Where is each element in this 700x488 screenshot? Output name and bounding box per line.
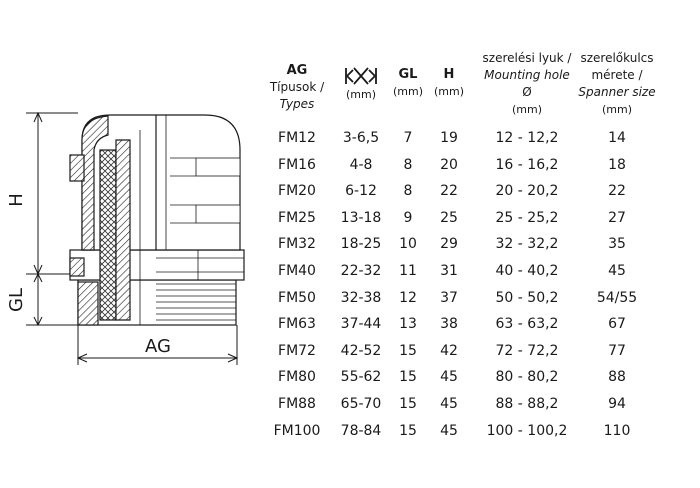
label-h: H	[6, 193, 27, 207]
table-row	[0, 152, 700, 178]
cell-hole: 40 - 40,2	[495, 263, 559, 279]
cell-spanner: 110	[603, 422, 631, 439]
cell-hole: 32 - 32,2	[495, 236, 559, 253]
cell-range: 32-38	[340, 289, 382, 306]
header-hole-line3: Ø	[522, 85, 532, 99]
cell-range: 18-25	[340, 236, 382, 253]
cell-h: 25	[440, 209, 458, 226]
header-ag-title: AG	[286, 63, 308, 78]
table-row	[0, 285, 700, 311]
cell-gl: 9	[403, 209, 413, 226]
cell-range: 42-52	[340, 342, 382, 359]
cell-spanner: 88	[608, 369, 626, 386]
label-ag: AG	[145, 336, 171, 357]
header-ag-line1: Típusok /	[269, 80, 325, 94]
cell-hole: 50 - 50,2	[495, 289, 559, 306]
cell-h: 42	[440, 342, 458, 359]
cell-hole: 25 - 25,2	[495, 209, 559, 226]
cell-gl: 15	[399, 342, 417, 359]
cell-hole: 16 - 16,2	[495, 156, 559, 173]
table-row	[0, 418, 700, 444]
header-cable-range	[330, 66, 392, 103]
cell-type: FM32	[278, 236, 316, 253]
cell-spanner: 67	[608, 316, 626, 333]
cell-h: 31	[440, 263, 458, 279]
cell-spanner: 35	[608, 236, 626, 253]
header-h-unit: (mm)	[433, 85, 464, 98]
cell-hole: 72 - 72,2	[495, 342, 559, 359]
cell-range: 55-62	[340, 369, 382, 386]
cell-hole: 20 - 20,2	[495, 183, 559, 200]
cell-type: FM100	[273, 422, 321, 439]
cell-gl: 8	[403, 183, 413, 200]
table-row	[0, 364, 700, 390]
cell-spanner: 94	[608, 396, 626, 412]
table-row	[0, 338, 700, 364]
table-row	[0, 125, 700, 151]
cell-range: 37-44	[340, 316, 382, 333]
cell-type: FM88	[278, 396, 316, 412]
table-row	[0, 205, 700, 231]
header-h	[430, 66, 468, 100]
header-ag	[262, 62, 332, 113]
cell-gl: 13	[399, 316, 417, 333]
cable-diameter-icon	[344, 66, 378, 86]
table-row	[0, 258, 700, 284]
cell-gl: 11	[399, 263, 417, 279]
cell-type: FM12	[278, 130, 316, 146]
cell-hole: 100 - 100,2	[486, 422, 568, 439]
cell-spanner: 27	[608, 209, 626, 226]
table-row	[0, 311, 700, 337]
header-mounting-hole	[472, 50, 582, 118]
cell-gl: 15	[399, 369, 417, 386]
header-hole-unit: (mm)	[511, 103, 542, 116]
cell-spanner: 45	[608, 263, 626, 279]
header-gl-title: GL	[398, 67, 418, 82]
cell-range: 4-8	[349, 156, 373, 173]
cell-hole: 12 - 12,2	[495, 130, 559, 146]
cell-h: 45	[440, 422, 458, 439]
cell-h: 38	[440, 316, 458, 333]
cell-type: FM63	[278, 316, 316, 333]
cell-type: FM50	[278, 289, 316, 306]
cell-gl: 15	[399, 422, 417, 439]
cell-spanner: 14	[608, 130, 626, 146]
header-spanner-line1: szerelőkulcs	[580, 51, 654, 65]
cell-spanner: 22	[608, 183, 626, 200]
cell-hole: 63 - 63,2	[495, 316, 559, 333]
header-spanner-size	[575, 50, 659, 118]
cell-range: 78-84	[340, 422, 382, 439]
header-spanner-line3: Spanner size	[578, 85, 656, 99]
table-row	[0, 391, 700, 417]
table-row	[0, 178, 700, 204]
header-ag-line2: Types	[279, 97, 315, 111]
cell-type: FM16	[278, 156, 316, 173]
header-spanner-line2: mérete /	[591, 68, 643, 82]
header-spanner-unit: (mm)	[601, 103, 632, 116]
table-row	[0, 231, 700, 257]
cell-h: 45	[440, 396, 458, 412]
cell-type: FM72	[278, 342, 316, 359]
cell-hole: 88 - 88,2	[495, 396, 559, 412]
cell-h: 29	[440, 236, 458, 253]
cell-hole: 80 - 80,2	[495, 369, 559, 386]
header-hole-line2: Mounting hole	[484, 68, 570, 82]
cell-range: 22-32	[340, 263, 382, 279]
cell-range: 65-70	[340, 396, 382, 412]
cell-type: FM20	[278, 183, 316, 200]
cell-h: 45	[440, 369, 458, 386]
header-hole-line1: szerelési lyuk /	[482, 51, 572, 65]
cell-range: 3-6,5	[342, 130, 380, 146]
header-gl	[391, 66, 425, 100]
cell-gl: 15	[399, 396, 417, 412]
header-gl-unit: (mm)	[392, 85, 423, 98]
cell-spanner: 77	[608, 342, 626, 359]
cell-gl: 7	[403, 130, 413, 146]
header-cable-unit: (mm)	[345, 88, 376, 101]
cell-range: 13-18	[340, 209, 382, 226]
cell-range: 6-12	[345, 183, 377, 200]
cell-h: 22	[440, 183, 458, 200]
cell-gl: 8	[403, 156, 413, 173]
cell-h: 37	[440, 289, 458, 306]
cell-spanner: 18	[608, 156, 626, 173]
cell-h: 19	[440, 130, 458, 146]
cell-h: 20	[440, 156, 458, 173]
cell-gl: 10	[399, 236, 417, 253]
cell-type: FM25	[278, 209, 316, 226]
label-gl: GL	[6, 288, 27, 312]
cell-spanner: 54/55	[596, 289, 638, 306]
cell-type: FM80	[278, 369, 316, 386]
cell-gl: 12	[399, 289, 417, 306]
cell-type: FM40	[278, 263, 316, 279]
header-h-title: H	[443, 67, 455, 82]
